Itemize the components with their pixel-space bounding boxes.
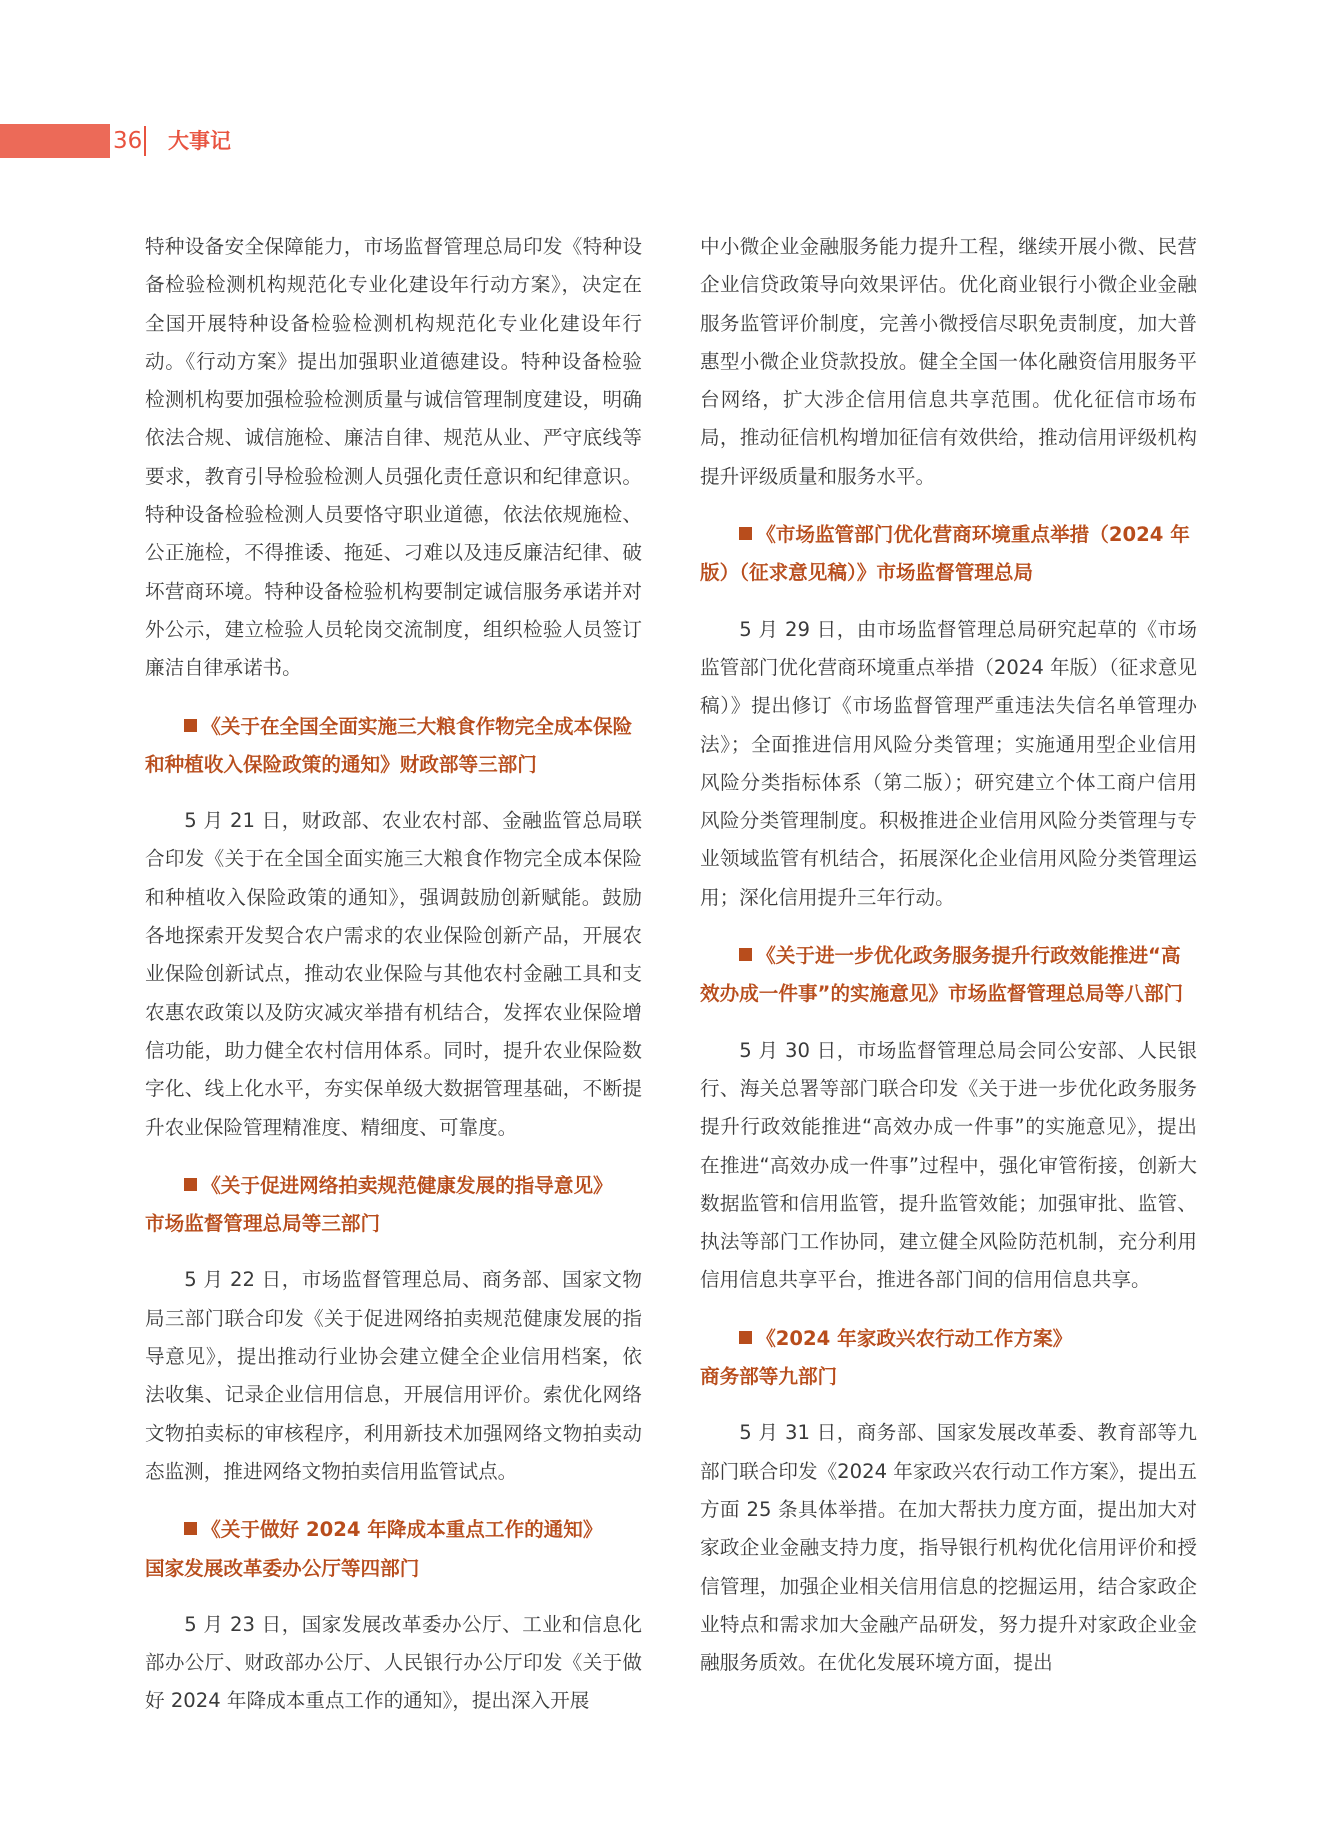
- page-number: 36: [113, 128, 143, 154]
- right-intro-paragraph: 中小微企业金融服务能力提升工程，继续开展小微、民营企业信贷政策导向效果评估。优化商业银行小微企业金融服务监管评价制度，完善小微授信尽职免责制度，加大普惠型小微企业贷款投放。健全全国一体化融资信用服务平台网络，扩大涉企信用信息共享范围。优化征信市场布局，推动征信机构增加征信有效供给，推动信用评级机构提升评级质量和服务水平。: [700, 235, 1197, 488]
- section-body: 5 月 29 日，由市场监督管理总局研究起草的《市场监管部门优化营商环境重点举措（2024 年版）（征求意见稿）》提出修订《市场监督管理严重违法失信名单管理办法》；全面推进信用风险分类管理；实施通用型企业信用风险分类指标体系（第二版）；研究建立个体工商户信用风险分类管理制度。积极推进企业信用风险分类管理与专业领域监管有机结合，拓展深化企业信用风险分类管理运用；深化信用提升三年行动。: [700, 617, 1197, 909]
- section-heading: [700, 1320, 1197, 1397]
- left-intro-paragraph: 特种设备安全保障能力，市场监督管理总局印发《特种设备检验检测机构规范化专业化建设年行动方案》，决定在全国开展特种设备检验检测机构规范化专业化建设年行动。《行动方案》提出加强职业道德建设。特种设备检验检测机构要加强检验检测质量与诚信管理制度建设，明确依法合规、诚信施检、廉洁自律、规范从业、严守底线等要求，教育引导检验检测人员强化责任意识和纪律意识。特种设备检验检测人员要恪守职业道德，依法依规施检、公正施检，不得推诿、拖延、刁难以及违反廉洁纪律、破坏营商环境。特种设备检验机构要制定诚信服务承诺并对外公示，建立检验人员轮岗交流制度，组织检验人员签订廉洁自律承诺书。: [145, 235, 642, 680]
- square-bullet-icon: [184, 1178, 197, 1191]
- section-title: 大事记: [168, 129, 231, 153]
- section-heading-org: 市场监督管理总局等八部门: [948, 982, 1184, 1006]
- section-heading: [145, 708, 642, 785]
- section-heading: [700, 937, 1197, 1014]
- section-body: 5 月 30 日，市场监督管理总局会同公安部、人民银行、海关总署等部门联合印发《关于进一步优化政务服务提升行政效能推进“高效办成一件事”的实施意见》，提出在推进“高效办成一件事”过程中，强化审管衔接，创新大数据监管和信用监管，提升监管效能；加强审批、监管、执法等部门工作协同，建立健全风险防范机制，充分利用信用信息共享平台，推进各部门间的信用信息共享。: [700, 1038, 1197, 1292]
- header-color-bar: [0, 124, 110, 158]
- square-bullet-icon: [739, 1331, 752, 1344]
- square-bullet-icon: [184, 719, 197, 732]
- section-heading-org: 财政部等三部门: [399, 752, 537, 776]
- section-body: 5 月 22 日，市场监督管理总局、商务部、国家文物局三部门联合印发《关于促进网络拍卖规范健康发展的指导意见》，提出推动行业协会建立健全企业信用档案，依法收集、记录企业信用信息，开展信用评价。索优化网络文物拍卖标的审核程序，利用新技术加强网络文物拍卖动态监测，推进网络文物拍卖信用监管试点。: [145, 1268, 642, 1483]
- section-heading-title: 《关于在全国全面实施三大粮食作物完全成本保险和种植收入保险政策的通知》: [145, 714, 633, 776]
- section-heading-org: 市场监督管理总局: [876, 561, 1034, 585]
- section-heading: [145, 1511, 642, 1588]
- section-heading-title: 《关于做好 2024 年降成本重点工作的通知》: [201, 1518, 603, 1542]
- square-bullet-icon: [739, 948, 752, 961]
- section-heading-org: 国家发展改革委办公厅等四部门: [145, 1556, 420, 1580]
- section-body: 5 月 21 日，财政部、农业农村部、金融监管总局联合印发《关于在全国全面实施三大粮食作物完全成本保险和种植收入保险政策的通知》，强调鼓励创新赋能。鼓励各地探索开发契合农户需求的农业保险创新产品，开展农业保险创新试点，推动农业保险与其他农村金融工具和支农惠农政策以及防灾减灾举措有机结合，发挥农业保险增信功能，助力健全农村信用体系。同时，提升农业保险数字化、线上化水平，夯实保单级大数据管理基础，不断提升农业保险管理精准度、精细度、可靠度。: [145, 809, 642, 1139]
- section-body: 5 月 31 日，商务部、国家发展改革委、教育部等九部门联合印发《2024 年家政兴农行动工作方案》，提出五方面 25 条具体举措。在加大帮扶力度方面，提出加大对家政企业金融支持力度，指导银行机构优化信用评价和授信管理，加强企业相关信用信息的挖掘运用，结合家政企业特点和需求加大金融产品研发，努力提升对家政企业金融服务质效。在优化发展环境方面，提出: [700, 1421, 1197, 1675]
- section-heading-title: 《市场监管部门优化营商环境重点举措（2024 年版）（征求意见稿）》: [700, 523, 1190, 585]
- section-heading-title: 《关于进一步优化政务服务提升行政效能推进“高效办成一件事”的实施意见》: [700, 944, 1181, 1006]
- square-bullet-icon: [184, 1522, 197, 1535]
- section-heading-org: 商务部等九部门: [700, 1365, 838, 1389]
- section-heading-title: 《关于促进网络拍卖规范健康发展的指导意见》: [201, 1173, 613, 1197]
- left-column: [145, 228, 642, 1721]
- section-heading: [145, 1167, 642, 1244]
- section-heading-title: 《2024 年家政兴农行动工作方案》: [756, 1326, 1073, 1350]
- section-heading-org: 市场监督管理总局等三部门: [145, 1212, 381, 1236]
- right-column: [700, 228, 1197, 1682]
- header-divider: [144, 126, 146, 156]
- section-body: 5 月 23 日，国家发展改革委办公厅、工业和信息化部办公厅、财政部办公厅、人民银行办公厅印发《关于做好 2024 年降成本重点工作的通知》，提出深入开展: [145, 1612, 642, 1713]
- square-bullet-icon: [739, 527, 752, 540]
- section-heading: [700, 516, 1197, 593]
- page-header: [0, 124, 400, 158]
